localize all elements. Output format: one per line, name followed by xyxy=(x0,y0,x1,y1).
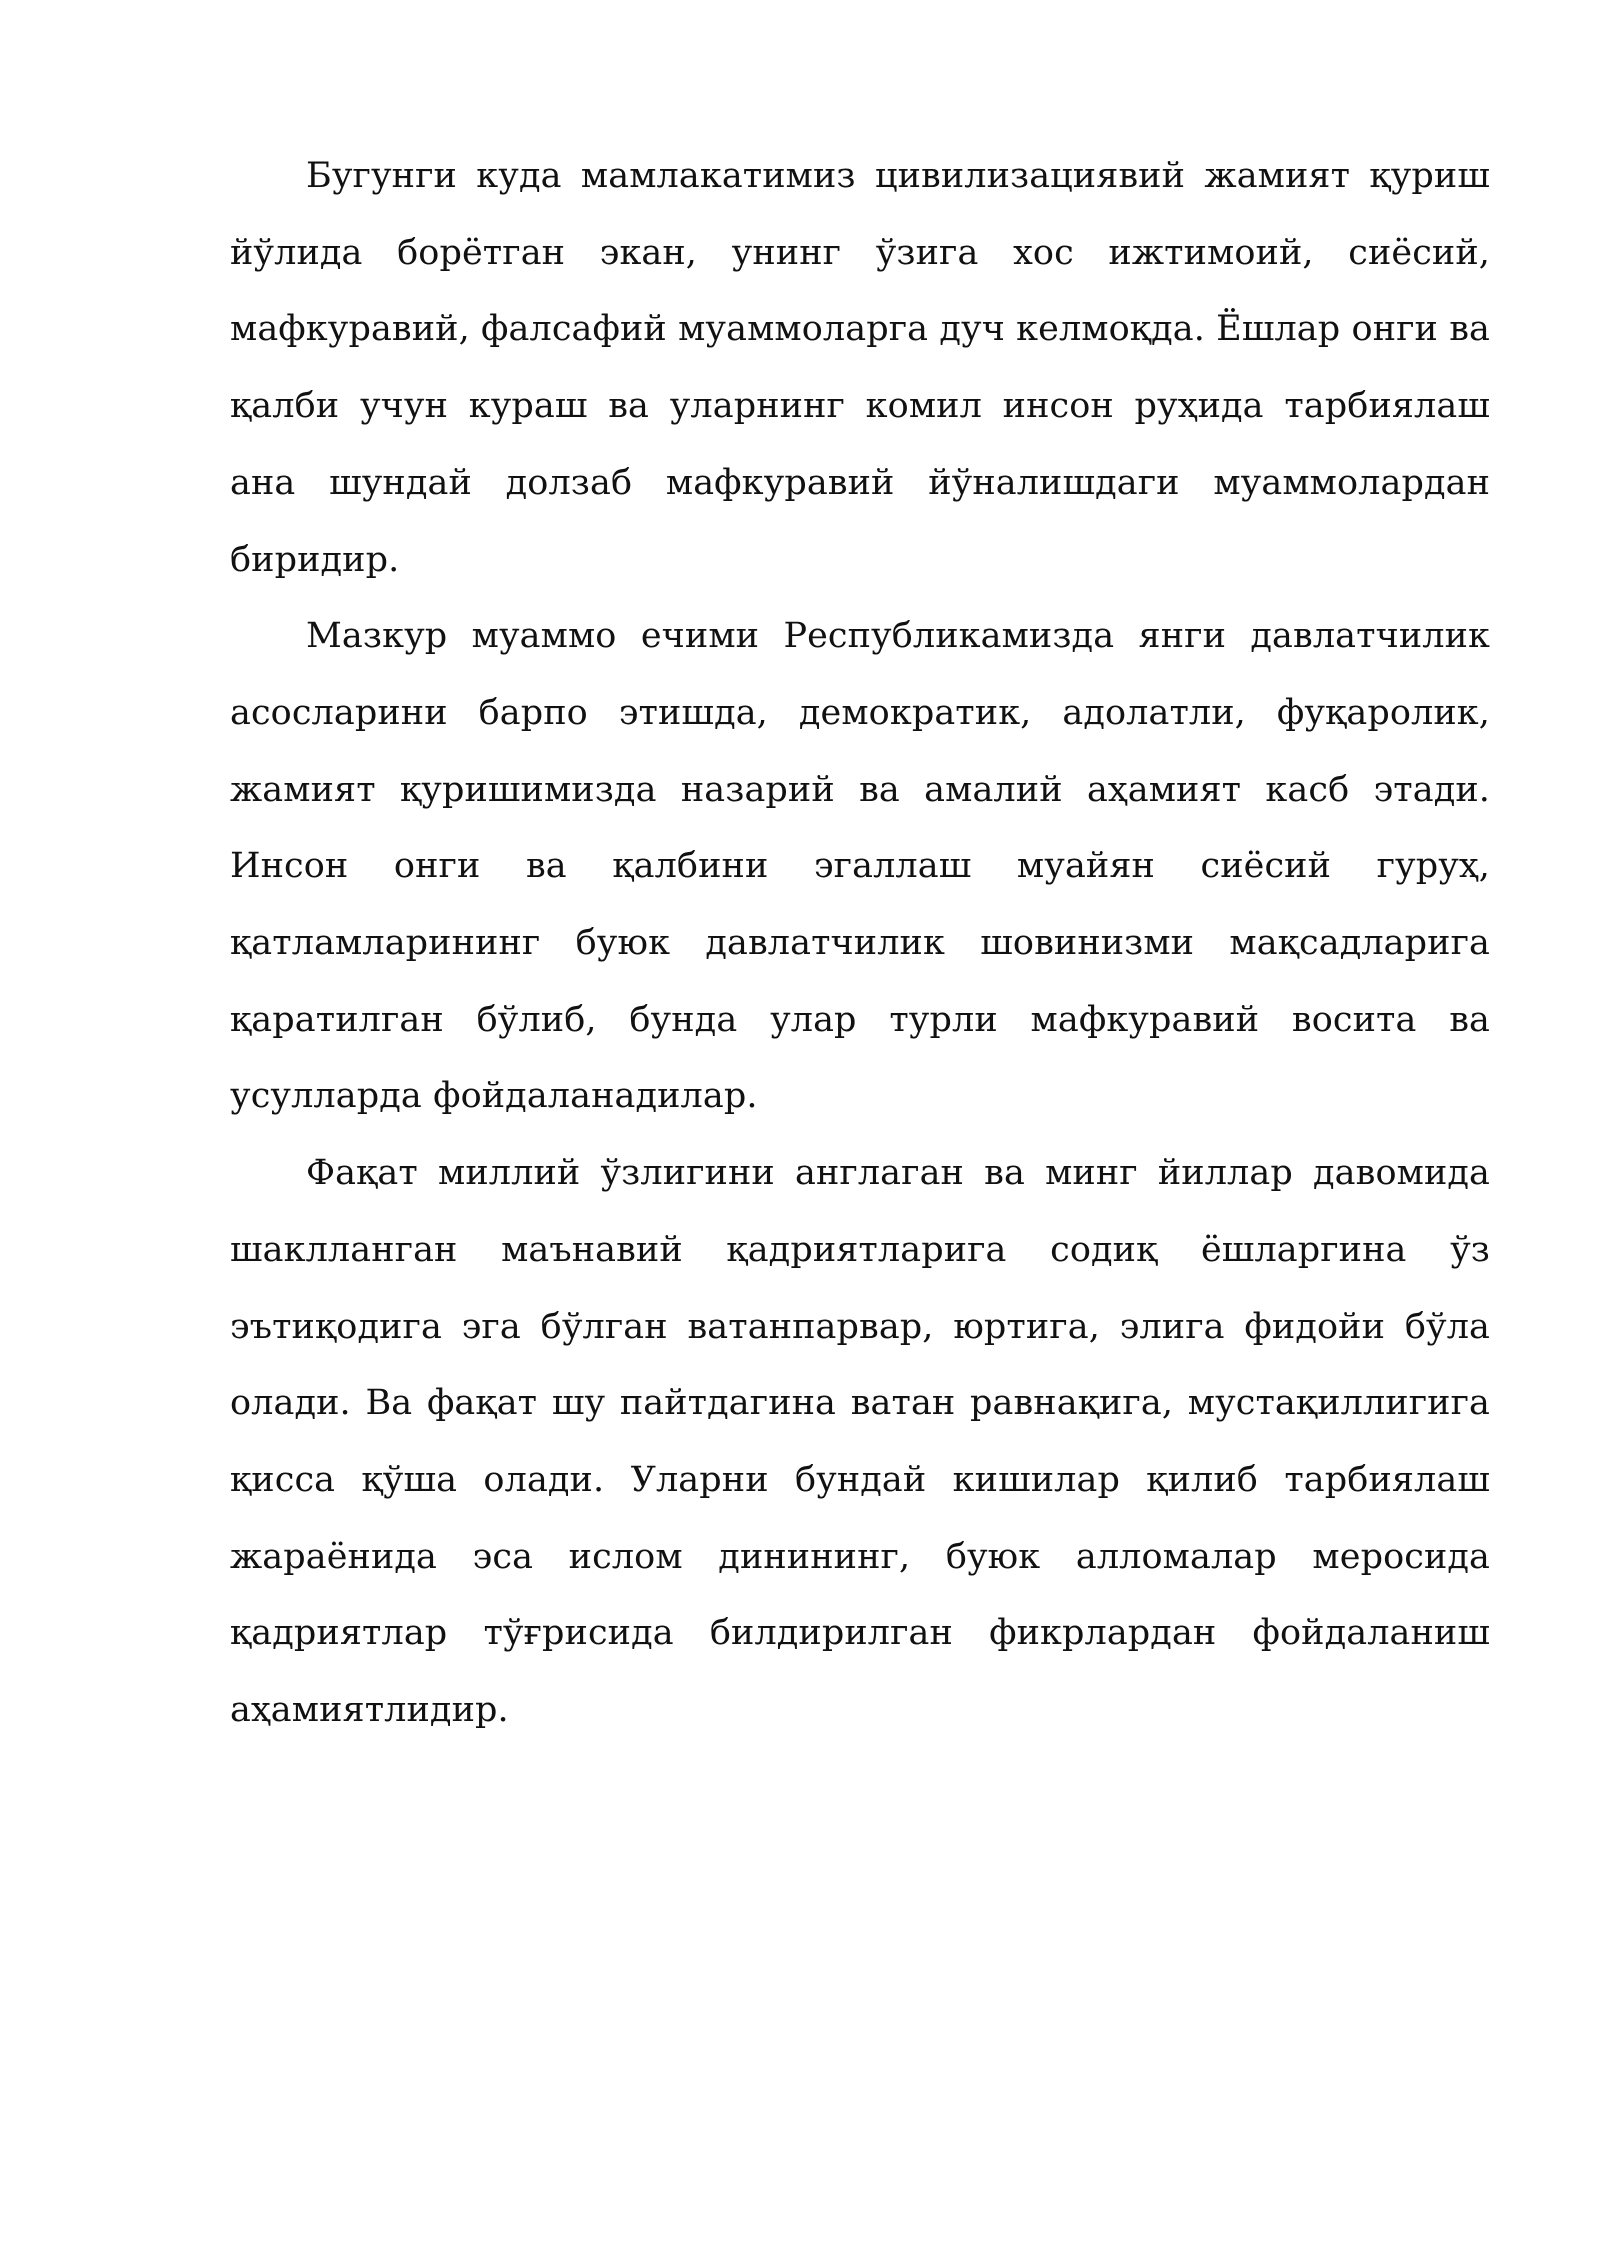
paragraph-2: Мазкур муаммо ечими Республикамизда янги давлатчилик асосларини барпо этишда, демократик, адолатли, фуқаролик, жамият қуришимизда назарий ва амалий аҳамият касб этади. Инсон онги ва қалбини эгаллаш муайян сиёсий гуруҳ, қатламларининг буюк давлатчилик шовинизми мақсадларига қаратилган бўлиб, бунда улар турли мафкуравий восита ва усулларда фойдаланадилар. xyxy=(230,616,1490,1117)
paragraph-3: Фақат миллий ўзлигини англаган ва минг йиллар давомида шаклланган маънавий қадриятларига содиқ ёшларгина ўз эътиқодига эга бўлган ватанпарвар, юртига, элига фидойи бўла олади. Ва фақат шу пайтдагина ватан равнақига, мустақиллигига қисса қўша олади. Уларни бундай кишилар қилиб тарбиялаш жараёнида эса ислом динининг, буюк алломалар меросида қадриятлар тўғрисида билдирилган фикрлардан фойдаланиш аҳамиятлидир. xyxy=(230,1153,1490,1731)
document-body xyxy=(230,138,1490,1749)
paragraph-1: Бугунги куда мамлакатимиз цивилизациявий жамият қуриш йўлида борётган экан, унинг ўзига хос ижтимоий, сиёсий, мафкуравий, фалсафий муаммоларга дуч келмоқда. Ёшлар онги ва қалби учун кураш ва уларнинг комил инсон руҳида тарбиялаш ана шундай долзаб мафкуравий йўналишдаги муаммолардан биридир. xyxy=(230,156,1490,580)
